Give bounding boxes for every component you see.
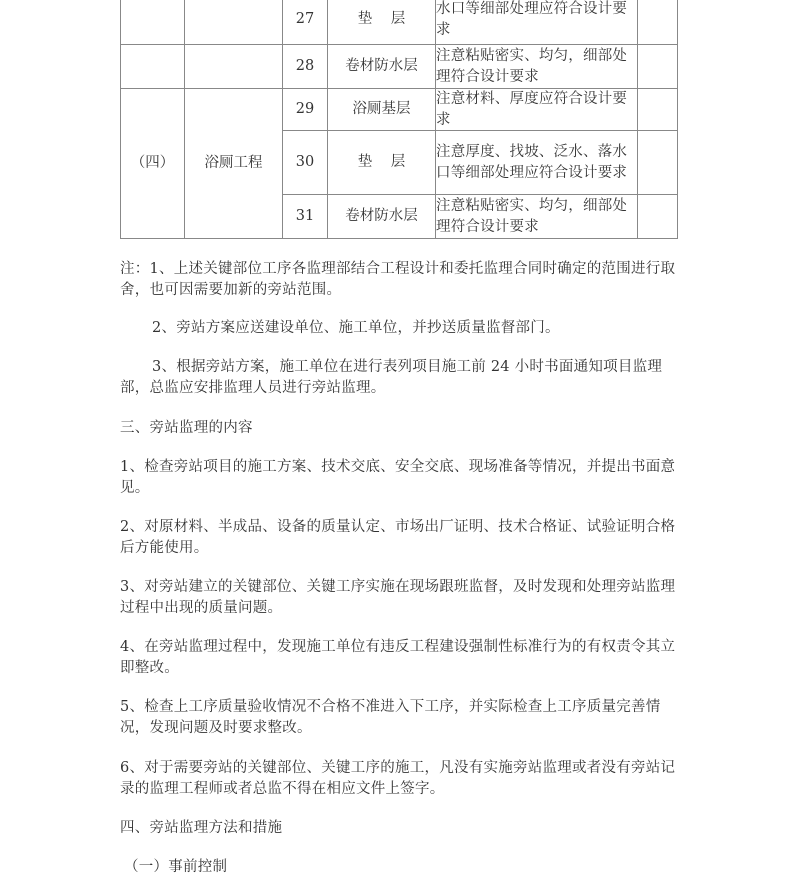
list-item: 2、对原材料、半成品、设备的质量认定、市场出厂证明、技术合格证、试验证明合格后方能使用。 [120,519,676,556]
section-name: 浴厕工程 [185,89,283,239]
requirement-text: 注意粘贴密实、均匀，细部处理符合设计要求 [436,195,638,239]
remarks-cell [638,195,678,239]
requirement-text: 水口等细部处理应符合设计要求 [436,0,638,45]
section-3-heading: 三、旁站监理的内容 [120,420,253,436]
requirement-text: 注意厚度、找坡、泛水、落水口等细部处理应符合设计要求 [436,131,638,195]
section-4-heading: 四、旁站监理方法和措施 [120,820,283,836]
remarks-cell [638,45,678,89]
table-row [121,0,678,45]
row-number: 30 [283,131,328,195]
supervision-table [120,0,678,239]
list-item: 1、检查旁站项目的施工方案、技术交底、安全交底、现场准备等情况，并提出书面意见。 [120,459,676,496]
note-2: 2、旁站方案应送建设单位、施工单位，并抄送质量监督部门。 [152,320,560,336]
row-number: 31 [283,195,328,239]
section-index: （四） [121,89,185,239]
row-number: 28 [283,45,328,89]
subsection-heading: （一）事前控制 [124,859,228,875]
requirement-text: 注意材料、厚度应符合设计要求 [436,89,638,131]
layer-name: 垫 层 [328,0,436,45]
list-item: 4、在旁站监理过程中，发现施工单位有违反工程建设强制性标准行为的有权责令其立即整改。 [120,639,676,676]
remarks-cell [638,89,678,131]
row-number: 29 [283,89,328,131]
layer-name: 垫 层 [328,131,436,195]
requirement-text: 注意粘贴密实、均匀，细部处理符合设计要求 [436,45,638,89]
note-3: 3、根据旁站方案，施工单位在进行表列项目施工前 24 小时书面通知项目监理部，总监应安排监理人员进行旁站监理。 [120,359,663,396]
table-row [121,45,678,89]
section-name-cell [185,45,283,89]
layer-name: 卷材防水层 [328,195,436,239]
list-item: 3、对旁站建立的关键部位、关键工序实施在现场跟班监督，及时发现和处理旁站监理过程中出现的质量问题。 [120,579,676,616]
list-item: 6、对于需要旁站的关键部位、关键工序的施工，凡没有实施旁站监理或者没有旁站记录的监理工程师或者总监不得在相应文件上签字。 [120,760,676,797]
remarks-cell [638,0,678,45]
remarks-cell [638,131,678,195]
row-number: 27 [283,0,328,45]
layer-name: 浴厕基层 [328,89,436,131]
layer-name: 卷材防水层 [328,45,436,89]
table-row [121,89,678,131]
section-name-cell [185,0,283,45]
section-index-cell [121,0,185,45]
section-index-cell [121,45,185,89]
note-1: 注：1、上述关键部位工序各监理部结合工程设计和委托监理合同时确定的范围进行取舍，也可因需要加新的旁站范围。 [120,261,676,298]
list-item: 5、检查上工序质量验收情况不合格不准进入下工序，并实际检查上工序质量完善情况，发现问题及时要求整改。 [120,699,661,736]
